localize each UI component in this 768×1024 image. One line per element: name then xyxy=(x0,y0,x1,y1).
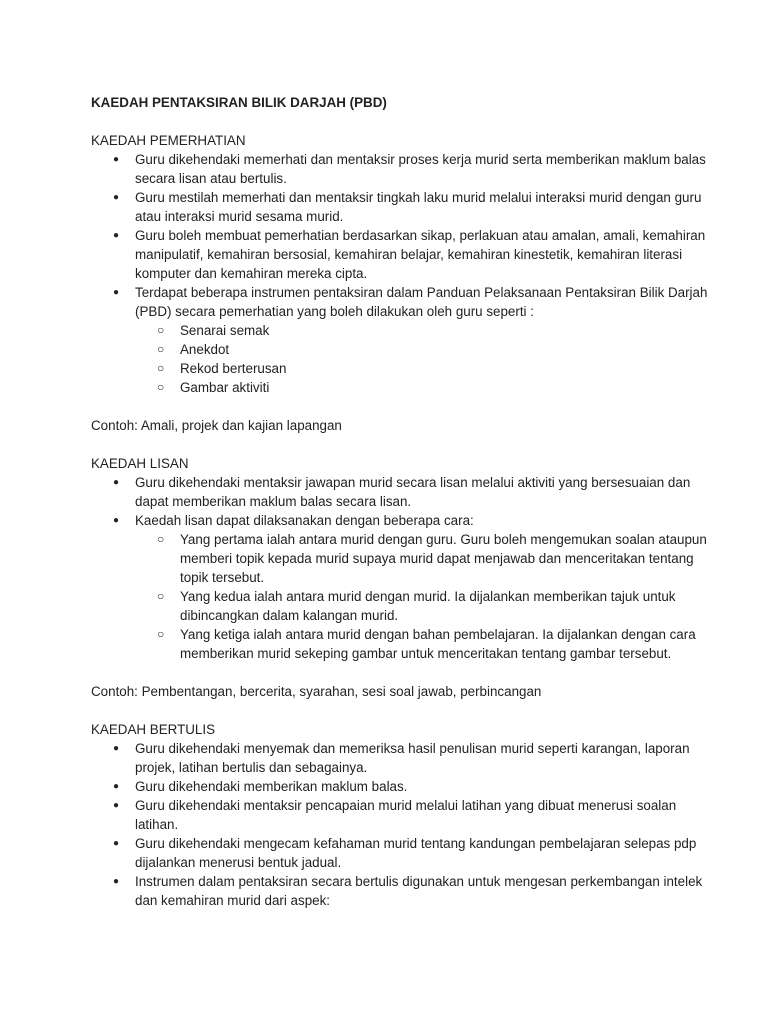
sub-bullet-list xyxy=(135,321,708,397)
list-item: ● Guru mestilah memerhati dan mentaksir tingkah laku murid melalui interaksi murid dengan guru atau interaksi murid sesama murid. xyxy=(113,190,702,224)
sub-list-item: ○ Anekdot xyxy=(157,342,230,357)
section-heading-pemerhatian: KAEDAH PEMERHATIAN xyxy=(91,133,246,148)
document-title: KAEDAH PENTAKSIRAN BILIK DARJAH (PBD) xyxy=(91,95,387,110)
bullet-icon: ● xyxy=(113,743,120,754)
sub-list-item: ○ Yang pertama ialah antara murid dengan guru. Guru boleh mengemukan soalan ataupun memberi topik kepada murid supaya murid dapat menjawab dan menceritakan tentang topik tersebut. xyxy=(157,532,707,585)
bullet-icon: ● xyxy=(113,287,120,298)
sub-list-item: ○ Senarai semak xyxy=(157,323,270,338)
list-item: ● Kaedah lisan dapat dilaksanakan dengan beberapa cara: ○ Yang pertama ialah antara murid dengan guru. Guru boleh mengemukan soalan ataupun memberi topik kepada murid supaya murid dapat menjawab dan menceritakan tentang topik tersebut. ○ Yang kedua ialah antara murid dengan murid. Ia dijalankan memberikan tajuk untuk dibincangkan dalam kalangan murid. ○ Yang ketiga ialah antara murid dengan bahan pembelajaran. Ia dijalankan dengan cara memberikan murid sekeping gambar untuk menceritakan tentang gambar tersebut. xyxy=(113,513,707,661)
section-heading-lisan: KAEDAH LISAN xyxy=(91,456,189,471)
example-text: Contoh: Pembentangan, bercerita, syarahan, sesi soal jawab, perbincangan xyxy=(91,684,542,699)
list-item: ● Guru dikehendaki menyemak dan memeriksa hasil penulisan murid seperti karangan, laporan projek, latihan bertulis dan sebagainya. xyxy=(113,741,690,775)
bullet-list xyxy=(91,150,708,397)
list-item: ● Instrumen dalam pentaksiran secara bertulis digunakan untuk mengesan perkembangan intelek dan kemahiran murid dari aspek: xyxy=(113,874,703,908)
bullet-icon: ● xyxy=(113,800,120,811)
bullet-icon: ● xyxy=(113,230,120,241)
sub-list-item: ○ Yang kedua ialah antara murid dengan murid. Ia dijalankan memberikan tajuk untuk dibincangkan dalam kalangan murid. xyxy=(157,589,676,623)
example-text: Contoh: Amali, projek dan kajian lapangan xyxy=(91,418,342,433)
list-item: ● Guru dikehendaki mengecam kefahaman murid tentang kandungan pembelajaran selepas pdp dijalankan menerusi bentuk jadual. xyxy=(113,836,697,870)
section-heading-bertulis: KAEDAH BERTULIS xyxy=(91,722,216,737)
list-item: ● Guru boleh membuat pemerhatian berdasarkan sikap, perlakuan atau amalan, amali, kemahiran manipulatif, kemahiran bersosial, kemahiran belajar, kemahiran kinestetik, kemahiran literasi komputer dan kemahiran mereka cipta. xyxy=(113,228,706,281)
circle-bullet-icon: ○ xyxy=(157,589,165,603)
bullet-list xyxy=(91,739,708,910)
circle-bullet-icon: ○ xyxy=(157,532,165,546)
list-item: ● Terdapat beberapa instrumen pentaksiran dalam Panduan Pelaksanaan Pentaksiran Bilik Darjah (PBD) secara pemerhatian yang boleh dilakukan oleh guru seperti : ○ Senarai semak ○ Anekdot ○ Rekod berterusan ○ Gambar aktiviti xyxy=(113,285,708,395)
bullet-icon: ● xyxy=(113,192,120,203)
circle-bullet-icon: ○ xyxy=(157,342,165,356)
bullet-icon: ● xyxy=(113,781,120,792)
circle-bullet-icon: ○ xyxy=(157,627,165,641)
circle-bullet-icon: ○ xyxy=(157,361,165,375)
bullet-icon: ● xyxy=(113,477,120,488)
list-item: ● Guru dikehendaki mentaksir pencapaian murid melalui latihan yang dibuat menerusi soalan latihan. xyxy=(113,798,677,832)
bullet-icon: ● xyxy=(113,876,120,887)
circle-bullet-icon: ○ xyxy=(157,323,165,337)
list-item: ● Guru dikehendaki memberikan maklum balas. xyxy=(113,779,408,794)
circle-bullet-icon: ○ xyxy=(157,380,165,394)
bullet-icon: ● xyxy=(113,515,120,526)
list-item: ● Guru dikehendaki mentaksir jawapan murid secara lisan melalui aktiviti yang bersesuaian dan dapat memberikan maklum balas secara lisan. xyxy=(113,475,691,509)
list-item: ● Guru dikehendaki memerhati dan mentaksir proses kerja murid serta memberikan maklum balas secara lisan atau bertulis. xyxy=(113,152,706,186)
bullet-icon: ● xyxy=(113,154,120,165)
sub-list-item: ○ Gambar aktiviti xyxy=(157,380,270,395)
bullet-icon: ● xyxy=(113,838,120,849)
bullet-list xyxy=(91,473,708,663)
sub-bullet-list xyxy=(135,530,708,663)
sub-list-item: ○ Rekod berterusan xyxy=(157,361,287,376)
sub-list-item: ○ Yang ketiga ialah antara murid dengan bahan pembelajaran. Ia dijalankan dengan cara memberikan murid sekeping gambar untuk menceritakan tentang gambar tersebut. xyxy=(157,627,696,661)
